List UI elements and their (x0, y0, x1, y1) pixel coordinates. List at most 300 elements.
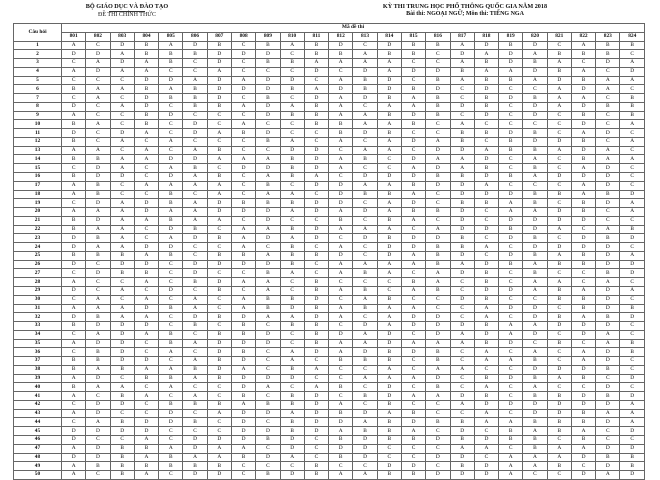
answer-cell: D (159, 286, 183, 295)
answer-cell: C (183, 330, 207, 339)
answer-cell: C (547, 304, 571, 313)
answer-cell: B (401, 85, 425, 94)
answer-cell: C (377, 453, 401, 462)
answer-cell: D (231, 357, 255, 366)
answer-cell: C (329, 374, 353, 383)
answer-cell: A (499, 330, 523, 339)
answer-cell: A (377, 409, 401, 418)
answer-cell: D (86, 409, 110, 418)
answer-cell: B (207, 400, 231, 409)
answer-cell: A (159, 383, 183, 392)
answer-cell: A (86, 330, 110, 339)
answer-cell: C (159, 278, 183, 287)
table-row (14, 357, 645, 366)
answer-cell: A (450, 76, 474, 85)
answer-cell: D (353, 444, 377, 453)
answer-cell: A (547, 374, 571, 383)
answer-cell: C (207, 383, 231, 392)
answer-cell: C (426, 199, 450, 208)
answer-cell: B (547, 260, 571, 269)
answer-cell: C (62, 199, 86, 208)
answer-cell: A (256, 286, 280, 295)
answer-cell: D (571, 146, 595, 155)
answer-cell: D (86, 374, 110, 383)
answer-cell: D (450, 269, 474, 278)
answer-cell: C (547, 383, 571, 392)
exam-header (345, 3, 585, 18)
answer-cell: A (159, 208, 183, 217)
answer-cell: A (256, 190, 280, 199)
answer-cell: D (134, 427, 158, 436)
answer-cell: A (183, 181, 207, 190)
answer-cell: A (474, 409, 498, 418)
answer-cell: D (547, 243, 571, 252)
answer-cell: B (523, 94, 547, 103)
answer-cell: D (110, 59, 134, 68)
answer-cell: A (280, 190, 304, 199)
answer-cell: C (571, 225, 595, 234)
answer-cell: D (86, 173, 110, 182)
table-row (14, 129, 645, 138)
answer-cell: B (596, 313, 620, 322)
answer-cell: B (231, 348, 255, 357)
answer-cell: C (134, 137, 158, 146)
answer-cell: D (304, 392, 328, 401)
exam-code-811: 811 (304, 32, 328, 41)
answer-cell: D (450, 146, 474, 155)
answer-cell: C (280, 330, 304, 339)
answer-cell: D (86, 427, 110, 436)
answer-cell: D (426, 164, 450, 173)
answer-cell: D (159, 225, 183, 234)
answer-cell: D (86, 50, 110, 59)
answer-cell: D (596, 462, 620, 471)
answer-cell: D (207, 208, 231, 217)
answer-cell: C (110, 146, 134, 155)
answer-cell: A (329, 94, 353, 103)
answer-cell: C (353, 462, 377, 471)
answer-cell: C (620, 85, 645, 94)
answer-cell: D (110, 330, 134, 339)
answer-cell: B (110, 269, 134, 278)
answer-cell: C (426, 444, 450, 453)
answer-cell: A (620, 199, 645, 208)
answer-cell: C (207, 295, 231, 304)
answer-cell: A (280, 453, 304, 462)
answer-cell: A (474, 383, 498, 392)
answer-cell: D (134, 304, 158, 313)
answer-cell: A (450, 339, 474, 348)
answer-cell: A (134, 59, 158, 68)
answer-cell: C (183, 190, 207, 199)
answer-cell: B (450, 67, 474, 76)
table-row (14, 330, 645, 339)
answer-cell: C (401, 59, 425, 68)
answer-cell: B (159, 339, 183, 348)
answer-cell: C (401, 383, 425, 392)
answer-cell: B (207, 234, 231, 243)
answer-cell: A (183, 199, 207, 208)
answer-cell: A (329, 76, 353, 85)
answer-cell: A (134, 216, 158, 225)
answer-cell: A (231, 102, 255, 111)
exam-code-814: 814 (377, 32, 401, 41)
answer-cell: D (256, 164, 280, 173)
question-number: 1 (14, 41, 62, 50)
answer-cell: D (256, 453, 280, 462)
answer-cell: B (183, 278, 207, 287)
answer-cell: C (159, 295, 183, 304)
exam-code-820: 820 (523, 32, 547, 41)
answer-cell: C (134, 164, 158, 173)
answer-cell: A (401, 164, 425, 173)
answer-cell: A (353, 59, 377, 68)
answer-cell: C (256, 120, 280, 129)
answer-cell: A (401, 251, 425, 260)
answer-cell: B (547, 190, 571, 199)
answer-cell: D (596, 164, 620, 173)
answer-cell: D (401, 199, 425, 208)
answer-cell: C (547, 181, 571, 190)
answer-cell: D (620, 392, 645, 401)
answer-cell: B (401, 120, 425, 129)
answer-cell: A (377, 146, 401, 155)
answer-cell: B (571, 418, 595, 427)
answer-cell: A (499, 199, 523, 208)
answer-cell: B (377, 216, 401, 225)
answer-cell: C (86, 102, 110, 111)
answer-cell: A (231, 278, 255, 287)
answer-cell: C (620, 330, 645, 339)
answer-cell: B (134, 444, 158, 453)
answer-cell: A (620, 286, 645, 295)
answer-cell: B (280, 427, 304, 436)
answer-cell: B (547, 286, 571, 295)
answer-cell: B (110, 251, 134, 260)
answer-cell: B (134, 374, 158, 383)
answer-cell: C (547, 348, 571, 357)
answer-cell: D (256, 427, 280, 436)
answer-cell: A (86, 243, 110, 252)
answer-cell: B (499, 225, 523, 234)
answer-cell: C (499, 243, 523, 252)
answer-cell: A (474, 146, 498, 155)
question-number: 13 (14, 146, 62, 155)
answer-cell: A (401, 216, 425, 225)
exam-code-816: 816 (426, 32, 450, 41)
answer-cell: D (304, 409, 328, 418)
answer-cell: C (596, 374, 620, 383)
answer-cell: A (329, 348, 353, 357)
answer-cell: B (523, 146, 547, 155)
answer-cell: D (401, 111, 425, 120)
answer-cell: B (353, 155, 377, 164)
answer-cell: C (523, 471, 547, 480)
answer-cell: A (280, 234, 304, 243)
answer-cell: B (207, 286, 231, 295)
answer-cell: C (620, 50, 645, 59)
answer-cell: A (401, 392, 425, 401)
answer-cell: D (474, 190, 498, 199)
answer-cell: D (596, 400, 620, 409)
answer-cell: C (353, 251, 377, 260)
question-number: 30 (14, 295, 62, 304)
answer-cell: D (547, 76, 571, 85)
answer-cell: A (450, 155, 474, 164)
answer-cell: D (571, 234, 595, 243)
answer-cell: B (474, 339, 498, 348)
answer-cell: D (183, 435, 207, 444)
answer-cell: D (523, 225, 547, 234)
answer-cell: A (231, 76, 255, 85)
answer-cell: C (231, 462, 255, 471)
answer-cell: C (62, 164, 86, 173)
answer-cell: B (450, 199, 474, 208)
answer-cell: D (62, 427, 86, 436)
answer-cell: C (450, 278, 474, 287)
answer-cell: A (620, 120, 645, 129)
exam-title: KỲ THI TRUNG HỌC PHỔ THÔNG QUỐC GIA NĂM 2018 (382, 3, 548, 10)
answer-cell: C (86, 111, 110, 120)
answer-cell: D (571, 85, 595, 94)
question-number: 3 (14, 59, 62, 68)
table-row (14, 173, 645, 182)
answer-cell: D (280, 374, 304, 383)
answer-cell: B (401, 50, 425, 59)
answer-cell: D (207, 260, 231, 269)
answer-cell: C (571, 462, 595, 471)
answer-cell: B (426, 251, 450, 260)
question-number: 49 (14, 462, 62, 471)
answer-cell: A (377, 322, 401, 331)
answer-cell: C (256, 392, 280, 401)
table-row (14, 137, 645, 146)
answer-cell: C (304, 374, 328, 383)
table-row (14, 111, 645, 120)
answer-cell: C (329, 278, 353, 287)
answer-cell: B (86, 190, 110, 199)
answer-cell: D (450, 322, 474, 331)
answer-cell: B (280, 85, 304, 94)
answer-cell: A (256, 313, 280, 322)
answer-cell: C (231, 216, 255, 225)
answer-cell: D (401, 313, 425, 322)
answer-cell: C (256, 243, 280, 252)
answer-cell: D (499, 339, 523, 348)
answer-cell: D (450, 216, 474, 225)
answer-cell: D (304, 155, 328, 164)
answer-cell: C (110, 409, 134, 418)
table-row (14, 251, 645, 260)
answer-cell: D (304, 418, 328, 427)
answer-cell: C (620, 278, 645, 287)
answer-cell: D (159, 243, 183, 252)
answer-cell: A (207, 409, 231, 418)
answer-cell: D (231, 374, 255, 383)
answer-cell: A (329, 313, 353, 322)
exam-code-802: 802 (86, 32, 110, 41)
answer-cell: D (304, 181, 328, 190)
answer-cell: D (110, 260, 134, 269)
answer-cell: A (62, 278, 86, 287)
answer-cell: A (256, 251, 280, 260)
answer-cell: D (231, 50, 255, 59)
answer-cell: C (547, 269, 571, 278)
answer-cell: C (353, 199, 377, 208)
answer-cell: A (329, 339, 353, 348)
exam-code-801: 801 (62, 32, 86, 41)
answer-cell: A (474, 304, 498, 313)
answer-cell: B (304, 462, 328, 471)
answer-cell: A (110, 225, 134, 234)
answer-cell: B (474, 374, 498, 383)
answer-cell: B (304, 120, 328, 129)
answer-cell: C (110, 190, 134, 199)
answer-cell: D (596, 383, 620, 392)
answer-cell: D (207, 339, 231, 348)
answer-cell: A (110, 67, 134, 76)
answer-cell: D (207, 365, 231, 374)
answer-cell: A (547, 102, 571, 111)
answer-cell: D (571, 453, 595, 462)
answer-cell: B (231, 129, 255, 138)
answer-cell: B (401, 41, 425, 50)
answer-cell: C (86, 435, 110, 444)
answer-cell: C (304, 357, 328, 366)
answer-cell: D (596, 173, 620, 182)
answer-cell: D (474, 330, 498, 339)
answer-cell: B (377, 129, 401, 138)
answer-cell: C (159, 102, 183, 111)
answer-cell: D (329, 199, 353, 208)
answer-cell: A (329, 427, 353, 436)
answer-cell: A (231, 120, 255, 129)
answer-cell: C (159, 129, 183, 138)
answer-cell: C (620, 146, 645, 155)
exam-code-813: 813 (353, 32, 377, 41)
answer-cell: B (377, 348, 401, 357)
answer-cell: C (231, 94, 255, 103)
answer-cell: B (280, 295, 304, 304)
answer-cell: D (499, 59, 523, 68)
answer-cell: D (134, 76, 158, 85)
answer-cell: A (620, 76, 645, 85)
answer-cell: D (571, 400, 595, 409)
answer-cell: B (426, 76, 450, 85)
answer-cell: A (377, 181, 401, 190)
answer-cell: D (134, 208, 158, 217)
answer-cell: A (547, 278, 571, 287)
answer-cell: A (183, 453, 207, 462)
answer-cell: B (474, 392, 498, 401)
answer-cell: C (159, 471, 183, 480)
answer-cell: C (401, 269, 425, 278)
answer-cell: B (450, 435, 474, 444)
answer-cell: A (523, 286, 547, 295)
answer-cell: C (426, 50, 450, 59)
answer-cell: A (159, 234, 183, 243)
answer-cell: D (450, 295, 474, 304)
answer-cell: A (450, 59, 474, 68)
answer-cell: D (474, 173, 498, 182)
table-row (14, 304, 645, 313)
answer-cell: D (620, 190, 645, 199)
answer-cell: D (474, 155, 498, 164)
answer-cell: D (207, 471, 231, 480)
answer-cell: A (596, 225, 620, 234)
answer-cell: C (183, 111, 207, 120)
answer-cell: D (207, 59, 231, 68)
answer-cell: D (426, 67, 450, 76)
answer-cell: B (523, 392, 547, 401)
answer-cell: A (280, 269, 304, 278)
answer-cell: C (571, 59, 595, 68)
answer-cell: B (571, 295, 595, 304)
answer-cell: A (329, 269, 353, 278)
answer-cell: D (256, 260, 280, 269)
answer-cell: A (571, 67, 595, 76)
answer-cell: B (523, 418, 547, 427)
answer-cell: A (86, 365, 110, 374)
answer-cell: B (62, 251, 86, 260)
table-row (14, 278, 645, 287)
answer-cell: B (183, 164, 207, 173)
answer-cell: C (547, 120, 571, 129)
answer-cell: D (620, 269, 645, 278)
exam-code-809: 809 (256, 32, 280, 41)
answer-cell: C (159, 435, 183, 444)
answer-cell: D (401, 137, 425, 146)
answer-cell: B (353, 190, 377, 199)
answer-cell: D (353, 208, 377, 217)
answer-cell: D (256, 111, 280, 120)
answer-cell: C (183, 286, 207, 295)
table-row (14, 190, 645, 199)
answer-cell: D (110, 173, 134, 182)
answer-cell: C (620, 243, 645, 252)
answer-cell: C (329, 295, 353, 304)
table-row (14, 260, 645, 269)
answer-cell: A (377, 374, 401, 383)
answer-cell: B (426, 102, 450, 111)
answer-cell: B (329, 435, 353, 444)
table-row (14, 76, 645, 85)
answer-cell: B (134, 269, 158, 278)
answer-cell: B (304, 111, 328, 120)
answer-cell: C (426, 427, 450, 436)
answer-cell: D (571, 173, 595, 182)
answer-cell: D (159, 155, 183, 164)
table-row (14, 234, 645, 243)
answer-cell: D (377, 392, 401, 401)
answer-cell: B (426, 208, 450, 217)
answer-cell: A (110, 155, 134, 164)
answer-cell: A (523, 348, 547, 357)
answer-cell: C (231, 111, 255, 120)
answer-cell: D (523, 313, 547, 322)
question-number: 45 (14, 427, 62, 436)
answer-cell: D (450, 102, 474, 111)
answer-cell: D (183, 155, 207, 164)
answer-cell: D (450, 181, 474, 190)
answer-cell: B (620, 102, 645, 111)
answer-cell: B (280, 243, 304, 252)
answer-cell: A (304, 59, 328, 68)
answer-cell: B (159, 190, 183, 199)
answer-cell: A (183, 295, 207, 304)
answer-cell: D (426, 234, 450, 243)
answer-cell: C (134, 173, 158, 182)
